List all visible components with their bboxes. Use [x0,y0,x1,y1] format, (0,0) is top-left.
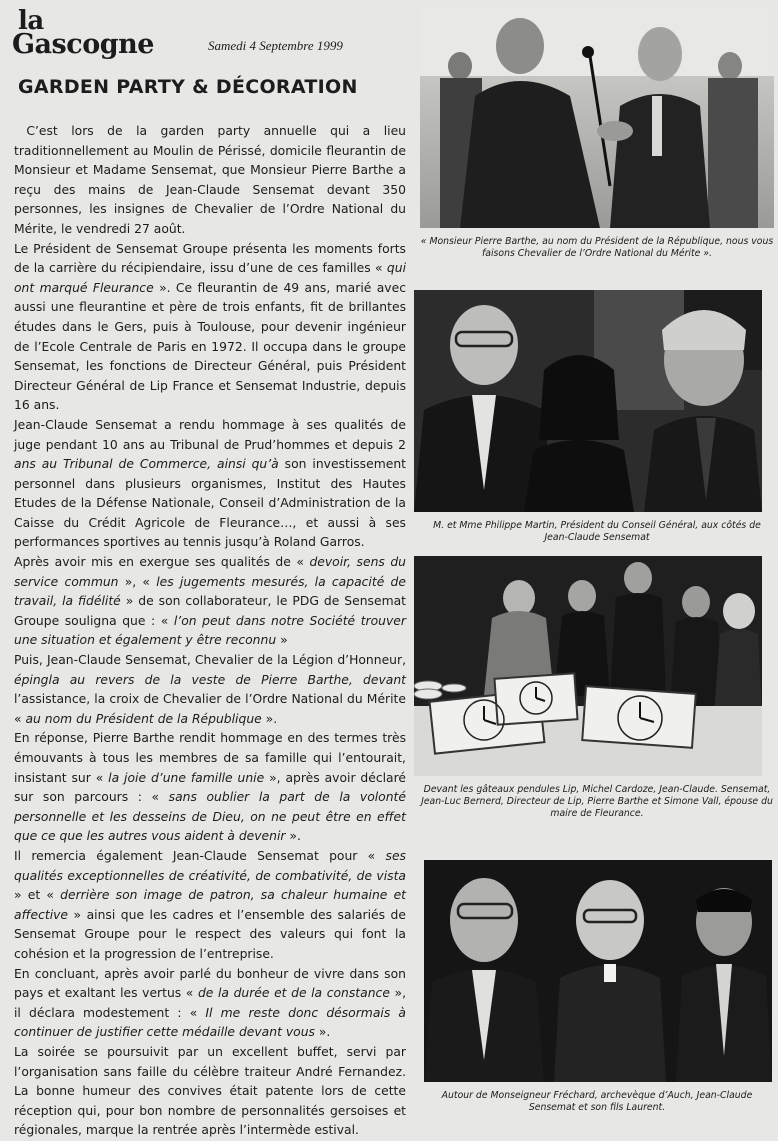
publication-name-line2: Gascogne [12,29,154,60]
caption-photo-4: Autour de Monseigneur Fréchard, archevèque d’Auch, Jean-Claude Sensemat et son fils Laurent. [441,1090,753,1113]
caption-photo-2: M. et Mme Philippe Martin, Président du Conseil Général, aux côtés de Jean-Claude Sensemat [433,520,761,543]
paragraph-2: Le Président de Sensemat Groupe présenta les moments forts de la carrière du récipiendaire, issu d’une de ces familles « qui ont marqué Fleurance ». Ce fleurantin de 49 ans, marié avec aussi une fleurantine et père de trois enfants, fit de brillantes études dans le Gers, puis à Toulouse, pour devenir ingénieur de l’Ecole Centrale de Paris en 1972. Il occupa dans le groupe Sensemat, les fonctions de Directeur Général, puis Président Directeur Général de Lip France et Sensemat Industrie, depuis 16 ans. [14,241,406,413]
publication-date: Samedi 4 Septembre 1999 [208,38,343,53]
paragraph-1: C’est lors de la garden party annuelle qui a lieu traditionnellement au Moulin de Périssé, domicile fleurantin de Monsieur et Madame Sensemat, que Monsieur Pierre Barthe a reçu des mains de Jean-Claude Sensemat devant 350 personnes, les insignes de Chevalier de l’Ordre National du Mérite, le vendredi 27 août. [14,124,406,236]
paragraph-5: Puis, Jean-Claude Sensemat, Chevalier de la Légion d’Honneur, épingla au revers de la veste de Pierre Barthe, devant l’assistance, la croix de Chevalier de l’Ordre National du Mérite « au nom du Président de la République ». [14,653,406,726]
caption-photo-1: « Monsieur Pierre Barthe, au nom du Président de la République, nous vous faisons Chevalier de l’Ordre National du Mérite ». [420,236,774,259]
paragraph-7: Il remercia également Jean-Claude Sensemat pour « ses qualités exceptionnelles de créativité, de combativité, de vista » et « derrière son image de patron, sa chaleur humaine et affective » ainsi que les cadres et l’ensemble des salariés de Sensemat Groupe pour le respect des valeurs qui font la cohésion et la progression de l’entreprise. [14,848,407,961]
masthead [12,8,412,78]
publication-name-line1: la [18,6,44,36]
paragraph-4: Après avoir mis en exergue ses qualités de « devoir, sens du service commun », « les jugements mesurés, la capacité de travail, la fidélité » de son collaborateur, le PDG de Sensemat Groupe souligna que : « l’on peut dans notre Société trouver une situation et également y être reconnu » [14,555,407,648]
photo-monseigneur-frechard [424,860,772,1082]
paragraph-8: En concluant, après avoir parlé du bonheur de vivre dans son pays et exaltant les vertus « de la durée et de la constance », il déclara modestement : « Il me reste donc désormais à continuer de justifier cette médaille devant vous ». [14,966,406,1040]
caption-photo-3: Devant les gâteaux pendules Lip, Michel Cardoze, Jean-Claude. Sensemat, Jean-Luc Bernerd, Directeur de Lip, Pierre Barthe et Simone Vall, épouse du maire de Fleurance. [421,784,773,819]
photo-lip-clock-cakes [414,556,762,776]
article-headline: GARDEN PARTY & DÉCORATION [18,76,358,98]
article-body [14,122,406,1141]
photo-martin-couple [414,290,762,512]
photo-medal-ceremony [420,6,774,228]
paragraph-6: En réponse, Pierre Barthe rendit hommage en des termes très émouvants à tous les membres de sa famille qui l’entourait, insistant sur « la joie d’une famille unie », après avoir déclaré sur son parcours : « sans oublier la part de la volonté personnelle et les desseins de Dieu, on ne peut être en effet que ce que les autres vous aident à devenir ». [14,731,407,844]
paragraph-3: Jean-Claude Sensemat a rendu hommage à ses qualités de juge pendant 10 ans au Tribunal de Prud’hommes et depuis 2 ans au Tribunal de Commerce, ainsi qu’à son investissement personnel dans plusieurs organismes, Institut des Hautes Etudes de la Défense Nationale, Conseil d’Administration de la Caisse du Crédit Agricole de Fleurance…, et aussi à ses performances sportives au tennis jusqu’à Roland Garros. [14,417,406,550]
paragraph-9: La soirée se poursuivit par un excellent buffet, servi par l’organisation sans faille du célèbre traiteur André Fernandez. La bonne humeur des convives était patente lors de cette réception qui, pour bon nombre de personnalités gersoises et régionales, marque la rentrée après l’intermède estival. [14,1044,406,1138]
